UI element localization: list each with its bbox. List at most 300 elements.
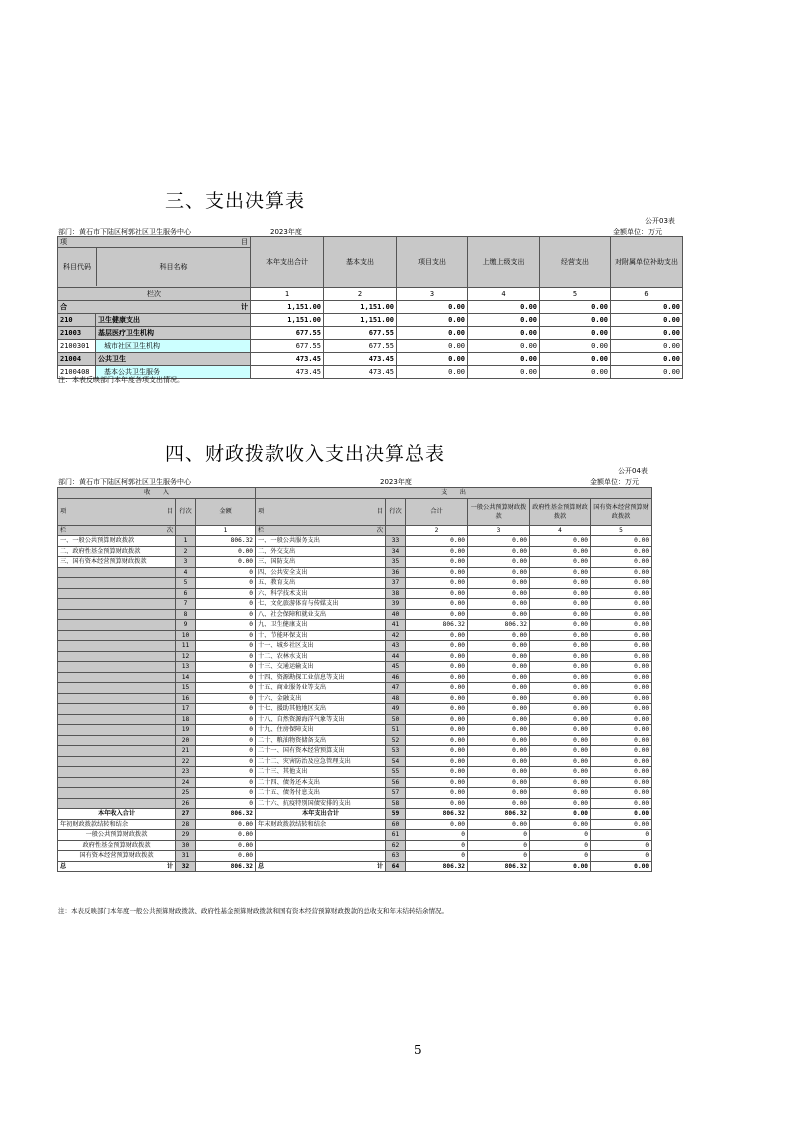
total: 0.00 — [406, 588, 468, 599]
row-no: 28 — [176, 819, 196, 830]
expense-item: 二十三、其他支出 — [256, 767, 386, 778]
row-no: 27 — [176, 809, 196, 820]
row-no: 25 — [176, 788, 196, 799]
expense-item: 二、外交支出 — [256, 546, 386, 557]
income-amount: 0 — [196, 788, 256, 799]
row-name: 基层医疗卫生机构 — [96, 327, 251, 340]
total: 0.00 — [406, 630, 468, 641]
expense-item: 二十六、抗疫特别国债安排的支出 — [256, 798, 386, 809]
header-row-no: 行次 — [176, 498, 196, 525]
expense-item: 二十、粮油物资储备支出 — [256, 735, 386, 746]
table-row — [58, 662, 652, 673]
table-row — [58, 327, 683, 340]
gov-fund: 0.00 — [530, 704, 591, 715]
income-amount: 0 — [196, 725, 256, 736]
row-code: 2100408 — [58, 366, 96, 379]
income-item: 三、国有资本经营预算财政拨款 — [58, 557, 176, 568]
table-row — [58, 578, 652, 589]
col-num: 2 — [406, 525, 468, 536]
expense-item: 二十四、债务还本支出 — [256, 777, 386, 788]
section3-year: 2023年度 — [270, 228, 302, 236]
row-no: 54 — [386, 756, 406, 767]
header-row-no: 行次 — [386, 498, 406, 525]
gov-fund: 0.00 — [530, 767, 591, 778]
state-capital: 0.00 — [591, 756, 652, 767]
table-row — [58, 830, 652, 841]
section3-unit: 金额单位：万元 — [613, 228, 662, 236]
row-value: 0.00 — [468, 353, 540, 366]
gov-fund: 0.00 — [530, 756, 591, 767]
header-col: 国有资本经营预算财政拨款 — [591, 498, 652, 525]
col-num: 5 — [540, 288, 611, 301]
gov-fund: 0.00 — [530, 777, 591, 788]
section4-dept: 部门：黄石市下陆区柯郭社区卫生服务中心 — [58, 478, 191, 486]
income-header: 收 入 — [58, 488, 256, 499]
income-amount: 0 — [196, 662, 256, 673]
income-item: 政府性基金预算财政拨款 — [58, 840, 176, 851]
total: 0.00 — [406, 641, 468, 652]
row-no: 19 — [176, 725, 196, 736]
total: 0 — [406, 851, 468, 862]
row-no: 52 — [386, 735, 406, 746]
income-item — [58, 567, 176, 578]
income-amount: 0 — [196, 767, 256, 778]
total: 0.00 — [406, 557, 468, 568]
total: 0 — [406, 840, 468, 851]
income-amount: 0 — [196, 578, 256, 589]
row-no: 63 — [386, 851, 406, 862]
row-no: 31 — [176, 851, 196, 862]
col-num: 4 — [468, 288, 540, 301]
row-no: 21 — [176, 746, 196, 757]
total: 0.00 — [406, 536, 468, 547]
grand-expense-label — [256, 861, 386, 872]
income-item: 年初财政拨款结转和结余 — [58, 819, 176, 830]
table-row — [58, 340, 683, 353]
total: 0.00 — [406, 704, 468, 715]
column-header-row — [58, 498, 652, 525]
general-budget: 0.00 — [468, 609, 530, 620]
income-amount: 0 — [196, 798, 256, 809]
general-budget: 0.00 — [468, 777, 530, 788]
state-capital: 0.00 — [591, 578, 652, 589]
row-no: 6 — [176, 588, 196, 599]
header-xiang: 项 — [258, 508, 265, 515]
income-item — [58, 735, 176, 746]
gov-fund: 0.00 — [530, 746, 591, 757]
expense-header: 支 出 — [256, 488, 652, 499]
income-amount: 0.00 — [196, 546, 256, 557]
general-budget: 0.00 — [468, 662, 530, 673]
gov-fund: 0.00 — [530, 609, 591, 620]
row-value: 1,151.00 — [324, 314, 397, 327]
table-row — [58, 567, 652, 578]
gov-fund: 0.00 — [530, 630, 591, 641]
row-no: 29 — [176, 830, 196, 841]
row-no: 3 — [176, 557, 196, 568]
income-item — [58, 672, 176, 683]
table-row — [58, 588, 652, 599]
state-capital: 0.00 — [591, 798, 652, 809]
state-capital: 0.00 — [591, 819, 652, 830]
total: 0.00 — [406, 672, 468, 683]
state-capital: 0.00 — [591, 767, 652, 778]
row-value: 473.45 — [324, 353, 397, 366]
state-capital: 0.00 — [591, 777, 652, 788]
grand-expense-value: 0.00 — [591, 861, 652, 872]
row-value: 0.00 — [611, 314, 683, 327]
total: 0.00 — [406, 662, 468, 673]
total: 0.00 — [406, 693, 468, 704]
gov-fund: 0.00 — [530, 546, 591, 557]
row-value: 677.55 — [324, 327, 397, 340]
gov-fund: 0.00 — [530, 567, 591, 578]
state-capital: 0.00 — [591, 599, 652, 610]
row-name: 城市社区卫生机构 — [96, 340, 251, 353]
row-no: 61 — [386, 830, 406, 841]
income-item — [58, 756, 176, 767]
header-total: 合计 — [406, 498, 468, 525]
expense-total-value: 806.32 — [468, 809, 530, 820]
expense-item: 二十一、国有资本经营预算支出 — [256, 746, 386, 757]
lanci-row — [58, 525, 652, 536]
income-item: 国有资本经营预算财政拨款 — [58, 851, 176, 862]
row-no: 59 — [386, 809, 406, 820]
total-value: 0.00 — [468, 301, 540, 314]
total: 0.00 — [406, 819, 468, 830]
total: 0 — [406, 830, 468, 841]
general-budget: 0.00 — [468, 756, 530, 767]
income-item — [58, 641, 176, 652]
state-capital: 0.00 — [591, 683, 652, 694]
row-no: 18 — [176, 714, 196, 725]
general-budget: 0.00 — [468, 819, 530, 830]
expense-item: 十七、援助其他地区支出 — [256, 704, 386, 715]
expense-item: 十五、商业服务业等支出 — [256, 683, 386, 694]
gov-fund: 0.00 — [530, 599, 591, 610]
row-no: 5 — [176, 578, 196, 589]
general-budget: 0.00 — [468, 767, 530, 778]
general-budget: 0.00 — [468, 641, 530, 652]
total: 0.00 — [406, 788, 468, 799]
row-no: 64 — [386, 861, 406, 872]
expense-item: 十一、城乡社区支出 — [256, 641, 386, 652]
gov-fund: 0.00 — [530, 819, 591, 830]
section3-form-code: 公开03表 — [645, 217, 675, 225]
table-row — [58, 557, 652, 568]
general-budget: 0.00 — [468, 683, 530, 694]
row-value: 473.45 — [251, 353, 324, 366]
row-no: 33 — [386, 536, 406, 547]
income-amount: 0 — [196, 672, 256, 683]
total: 0.00 — [406, 756, 468, 767]
total-ji: 计 — [241, 302, 248, 311]
ci-text: 次 — [376, 526, 384, 534]
row-no: 9 — [176, 620, 196, 631]
general-budget: 0.00 — [468, 672, 530, 683]
fiscal-summary-table — [57, 487, 652, 872]
income-item-header — [58, 498, 176, 525]
row-value: 0.00 — [468, 314, 540, 327]
income-amount: 0 — [196, 746, 256, 757]
row-value: 0.00 — [468, 366, 540, 379]
table-row — [58, 672, 652, 683]
row-no: 42 — [386, 630, 406, 641]
gov-fund: 0.00 — [530, 693, 591, 704]
lan-text: 栏 — [60, 526, 67, 534]
annual-total-row — [58, 809, 652, 820]
income-item — [58, 609, 176, 620]
table-row — [58, 704, 652, 715]
state-capital: 0.00 — [591, 651, 652, 662]
total: 0.00 — [406, 735, 468, 746]
row-code: 210 — [58, 314, 96, 327]
row-no: 55 — [386, 767, 406, 778]
total: 0.00 — [406, 725, 468, 736]
zong-text: 总 — [258, 862, 265, 870]
expense-item: 年末财政拨款结转和结余 — [256, 819, 386, 830]
general-budget: 0.00 — [468, 630, 530, 641]
row-no: 34 — [386, 546, 406, 557]
income-item — [58, 662, 176, 673]
row-value: 0.00 — [611, 327, 683, 340]
col-num: 1 — [196, 525, 256, 536]
header-mu: 目 — [241, 238, 248, 246]
expense-item: 十三、交通运输支出 — [256, 662, 386, 673]
table-row — [58, 767, 652, 778]
section4-unit: 金额单位：万元 — [590, 478, 639, 486]
state-capital: 0.00 — [591, 609, 652, 620]
row-no: 7 — [176, 599, 196, 610]
expense-total-label: 本年支出合计 — [256, 809, 386, 820]
income-amount: 0.00 — [196, 557, 256, 568]
row-name: 卫生健康支出 — [96, 314, 251, 327]
expense-item: 十二、农林水支出 — [256, 651, 386, 662]
general-budget: 806.32 — [468, 620, 530, 631]
table-row — [58, 651, 652, 662]
row-value: 473.45 — [251, 366, 324, 379]
gov-fund: 0.00 — [530, 641, 591, 652]
row-no: 43 — [386, 641, 406, 652]
income-item — [58, 767, 176, 778]
row-no: 46 — [386, 672, 406, 683]
income-amount: 0.00 — [196, 819, 256, 830]
row-value: 473.45 — [324, 366, 397, 379]
income-amount: 0 — [196, 599, 256, 610]
col-num: 3 — [468, 525, 530, 536]
table-row — [58, 609, 652, 620]
row-name: 公共卫生 — [96, 353, 251, 366]
gov-fund: 0 — [530, 830, 591, 841]
table-row — [58, 725, 652, 736]
income-amount: 0 — [196, 588, 256, 599]
gov-fund: 0.00 — [530, 798, 591, 809]
row-no: 57 — [386, 788, 406, 799]
total: 0.00 — [406, 798, 468, 809]
expense-item: 十四、资源勘探工业信息等支出 — [256, 672, 386, 683]
row-value: 0.00 — [540, 340, 611, 353]
table-row — [58, 353, 683, 366]
income-item — [58, 798, 176, 809]
expense-item: 三、国防支出 — [256, 557, 386, 568]
row-no: 24 — [176, 777, 196, 788]
total-value: 1,151.00 — [324, 301, 397, 314]
total: 806.32 — [406, 620, 468, 631]
header-amount: 金额 — [196, 498, 256, 525]
income-item: 一般公共预算财政拨款 — [58, 830, 176, 841]
section4-year: 2023年度 — [380, 478, 412, 486]
table-row — [58, 777, 652, 788]
income-item — [58, 620, 176, 631]
expense-total-value: 806.32 — [406, 809, 468, 820]
income-item — [58, 588, 176, 599]
row-value: 0.00 — [468, 340, 540, 353]
table-row — [58, 599, 652, 610]
income-amount: 0 — [196, 641, 256, 652]
row-value: 0.00 — [397, 366, 468, 379]
row-value: 0.00 — [540, 314, 611, 327]
table-row — [58, 714, 652, 725]
grand-expense-value: 806.32 — [468, 861, 530, 872]
col-num: 3 — [397, 288, 468, 301]
total-value: 0.00 — [540, 301, 611, 314]
gov-fund: 0.00 — [530, 662, 591, 673]
expense-item: 十八、自然资源海洋气象等支出 — [256, 714, 386, 725]
header-mu: 目 — [166, 508, 173, 515]
total: 0.00 — [406, 567, 468, 578]
income-total-value: 806.32 — [196, 809, 256, 820]
row-no: 36 — [386, 567, 406, 578]
row-no: 53 — [386, 746, 406, 757]
general-budget: 0.00 — [468, 693, 530, 704]
income-amount: 0 — [196, 756, 256, 767]
table-row — [58, 735, 652, 746]
table-row — [58, 819, 652, 830]
row-value: 0.00 — [611, 353, 683, 366]
row-value: 0.00 — [468, 327, 540, 340]
row-no: 11 — [176, 641, 196, 652]
income-item — [58, 683, 176, 694]
gov-fund: 0.00 — [530, 672, 591, 683]
row-value: 0.00 — [397, 327, 468, 340]
expense-item: 八、社会保障和就业支出 — [256, 609, 386, 620]
row-no: 30 — [176, 840, 196, 851]
total: 0.00 — [406, 578, 468, 589]
row-value: 0.00 — [540, 366, 611, 379]
header-xiang: 项 — [60, 508, 67, 515]
ji-text: 计 — [376, 862, 384, 870]
general-budget: 0.00 — [468, 788, 530, 799]
lanci-row — [58, 288, 683, 301]
income-amount: 0 — [196, 630, 256, 641]
header-subject-cell — [58, 237, 251, 288]
state-capital: 0.00 — [591, 546, 652, 557]
section4-note: 注：本表反映部门本年度一般公共预算财政拨款、政府性基金预算财政拨款和国有资本经营预算财政拨款的总收支和年末结转结余情况。 — [58, 907, 448, 915]
general-budget: 0.00 — [468, 735, 530, 746]
row-value: 0.00 — [611, 340, 683, 353]
total: 0.00 — [406, 609, 468, 620]
table-row — [58, 630, 652, 641]
income-amount: 0 — [196, 735, 256, 746]
expense-item: 十六、金融支出 — [256, 693, 386, 704]
row-no: 1 — [176, 536, 196, 547]
total: 0.00 — [406, 714, 468, 725]
row-value: 0.00 — [397, 353, 468, 366]
row-code: 21003 — [58, 327, 96, 340]
row-no: 22 — [176, 756, 196, 767]
col-num: 6 — [611, 288, 683, 301]
expense-item — [256, 840, 386, 851]
income-amount: 0 — [196, 651, 256, 662]
income-item — [58, 630, 176, 641]
header-col-5: 经营支出 — [540, 237, 611, 288]
total-he: 合 — [60, 302, 67, 311]
state-capital: 0.00 — [591, 620, 652, 631]
lanci-label: 栏次 — [58, 288, 251, 301]
row-no: 8 — [176, 609, 196, 620]
total: 0.00 — [406, 599, 468, 610]
total-label — [58, 301, 251, 314]
header-name: 科目名称 — [159, 262, 188, 271]
row-value: 677.55 — [251, 327, 324, 340]
row-no: 50 — [386, 714, 406, 725]
general-budget: 0.00 — [468, 798, 530, 809]
income-amount: 0.00 — [196, 851, 256, 862]
page-number: 5 — [414, 1043, 422, 1057]
gov-fund: 0.00 — [530, 536, 591, 547]
gov-fund: 0.00 — [530, 588, 591, 599]
income-amount: 0 — [196, 620, 256, 631]
row-name: 基本公共卫生服务 — [96, 366, 251, 379]
state-capital: 0.00 — [591, 714, 652, 725]
expense-item-header — [256, 498, 386, 525]
col-num: 2 — [324, 288, 397, 301]
state-capital: 0.00 — [591, 693, 652, 704]
expense-item: 十九、住房保障支出 — [256, 725, 386, 736]
table-row — [58, 840, 652, 851]
header-col-2: 基本支出 — [324, 237, 397, 288]
state-capital: 0.00 — [591, 557, 652, 568]
col-num: 1 — [251, 288, 324, 301]
zong-text: 总 — [60, 862, 67, 870]
col-num: 5 — [591, 525, 652, 536]
total-value: 0.00 — [397, 301, 468, 314]
state-capital: 0.00 — [591, 735, 652, 746]
row-no: 56 — [386, 777, 406, 788]
table-row — [58, 756, 652, 767]
general-budget: 0.00 — [468, 725, 530, 736]
state-capital: 0 — [591, 840, 652, 851]
general-budget: 0.00 — [468, 588, 530, 599]
section3-title: 三、支出决算表 — [165, 190, 306, 212]
row-value: 677.55 — [251, 340, 324, 353]
state-capital: 0.00 — [591, 788, 652, 799]
general-budget: 0 — [468, 851, 530, 862]
row-no: 32 — [176, 861, 196, 872]
row-no: 37 — [386, 578, 406, 589]
state-capital: 0 — [591, 851, 652, 862]
ji-text: 计 — [166, 862, 173, 870]
gov-fund: 0.00 — [530, 725, 591, 736]
table-row — [58, 683, 652, 694]
general-budget: 0.00 — [468, 546, 530, 557]
header-xiang: 项 — [60, 238, 67, 246]
header-col: 一般公共预算财政拨款 — [468, 498, 530, 525]
income-amount: 0 — [196, 683, 256, 694]
row-no: 41 — [386, 620, 406, 631]
state-capital: 0 — [591, 830, 652, 841]
general-budget: 0.00 — [468, 557, 530, 568]
